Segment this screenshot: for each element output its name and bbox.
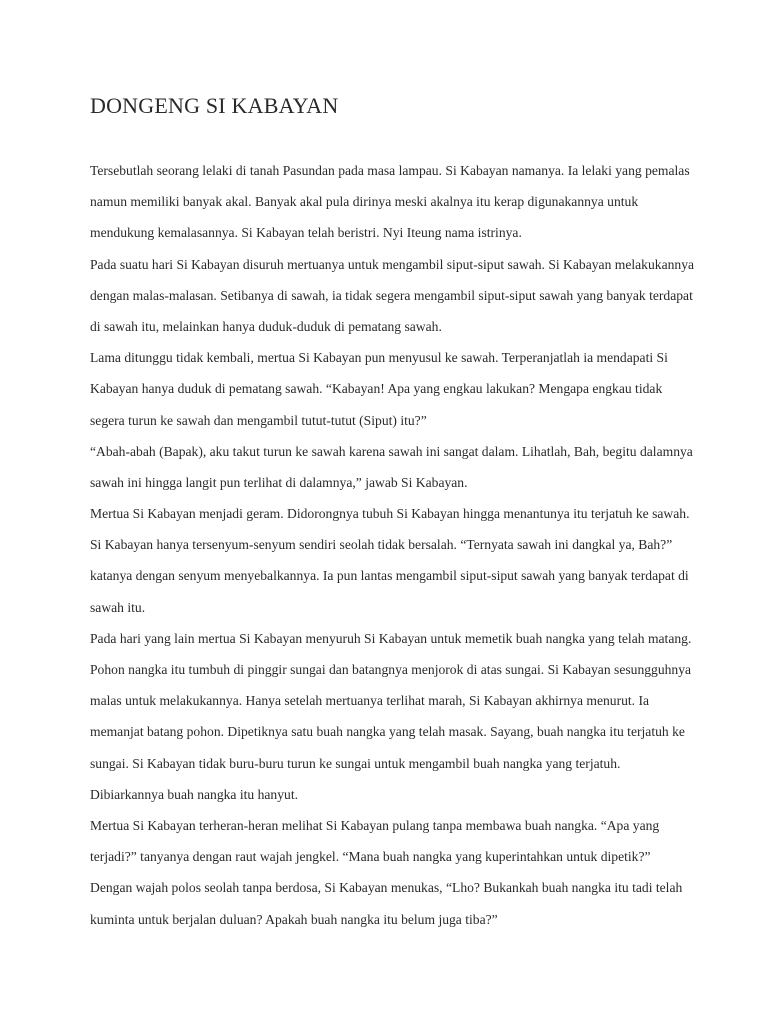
paragraph (90, 249, 695, 343)
document-title: DONGENG SI KABAYAN (90, 93, 339, 118)
text-line: Lama ditunggu tidak kembali, mertua Si Kabayan pun menyusul ke sawah. Terperanjatlah ia mendapati Si (90, 350, 668, 366)
text-line: memanjat batang pohon. Dipetiknya satu buah nangka yang telah masak. Sayang, buah nangka itu terjatuh ke (90, 724, 685, 740)
text-line: kuminta untuk berjalan duluan? Apakah buah nangka itu belum juga tiba?” (90, 911, 498, 927)
text-line: Dengan wajah polos seolah tanpa berdosa, Si Kabayan menukas, “Lho? Bukankah buah nangka itu tadi telah (90, 880, 683, 896)
text-line: Pada hari yang lain mertua Si Kabayan menyuruh Si Kabayan untuk memetik buah nangka yang telah matang. (90, 630, 692, 646)
paragraph (90, 498, 690, 623)
paragraph (90, 623, 690, 810)
text-line: malas untuk melakukannya. Hanya setelah mertuanya terlihat marah, Si Kabayan akhirnya menurut. Ia (90, 693, 650, 709)
text-line: mendukung kemalasannya. Si Kabayan telah beristri. Nyi Iteung nama istrinya. (90, 225, 522, 241)
text-line: sawah ini hingga langit pun terlihat di dalamnya,” jawab Si Kabayan. (90, 474, 468, 490)
text-line: terjadi?” tanyanya dengan raut wajah jengkel. “Mana buah nangka yang kuperintahkan untuk dipetik?” (90, 849, 651, 865)
paragraph (90, 342, 690, 436)
paragraph (90, 436, 693, 498)
text-line: segera turun ke sawah dan mengambil tutut-tutut (Siput) itu?” (90, 412, 427, 428)
text-line: “Abah-abah (Bapak), aku takut turun ke sawah karena sawah ini sangat dalam. Lihatlah, Bah, begitu dalamnya (90, 443, 693, 459)
text-line: Pada suatu hari Si Kabayan disuruh mertuanya untuk mengambil siput-siput sawah. Si Kabayan melakukannya (90, 256, 695, 272)
text-line: sawah itu. (90, 599, 146, 615)
text-line: sungai. Si Kabayan tidak buru-buru turun ke sungai untuk mengambil buah nangka yang terjatuh. (90, 755, 621, 771)
document-page (90, 92, 695, 935)
paragraph (90, 810, 690, 872)
text-line: Mertua Si Kabayan terheran-heran melihat Si Kabayan pulang tanpa membawa buah nangka. “Apa yang (90, 817, 660, 833)
paragraph (90, 155, 690, 249)
paragraph (90, 872, 690, 934)
text-line: Mertua Si Kabayan menjadi geram. Didorongnya tubuh Si Kabayan hingga menantunya itu terjatuh ke sawah. (90, 506, 690, 522)
text-line: Si Kabayan hanya tersenyum-senyum sendiri seolah tidak bersalah. “Ternyata sawah ini dangkal ya, Bah?” (90, 537, 673, 553)
text-line: katanya dengan senyum menyebalkannya. Ia pun lantas mengambil siput-siput sawah yang banyak terdapat di (90, 568, 689, 584)
text-line: dengan malas-malasan. Setibanya di sawah, ia tidak segera mengambil siput-siput sawah yang banyak terdapat (90, 287, 693, 303)
text-line: Pohon nangka itu tumbuh di pinggir sungai dan batangnya menjorok di atas sungai. Si Kabayan sesungguhnya (90, 662, 692, 677)
document-body (90, 155, 695, 935)
text-line: Tersebutlah seorang lelaki di tanah Pasundan pada masa lampau. Si Kabayan namanya. Ia lelaki yang pemalas (90, 163, 690, 178)
text-line: Kabayan hanya duduk di pematang sawah. “Kabayan! Apa yang engkau lakukan? Mengapa engkau tidak (90, 381, 663, 397)
text-line: di sawah itu, melainkan hanya duduk-duduk di pematang sawah. (90, 318, 442, 334)
text-line: namun memiliki banyak akal. Banyak akal pula dirinya meski akalnya itu kerap digunakannya untuk (90, 194, 639, 210)
text-line: Dibiarkannya buah nangka itu hanyut. (90, 786, 299, 802)
